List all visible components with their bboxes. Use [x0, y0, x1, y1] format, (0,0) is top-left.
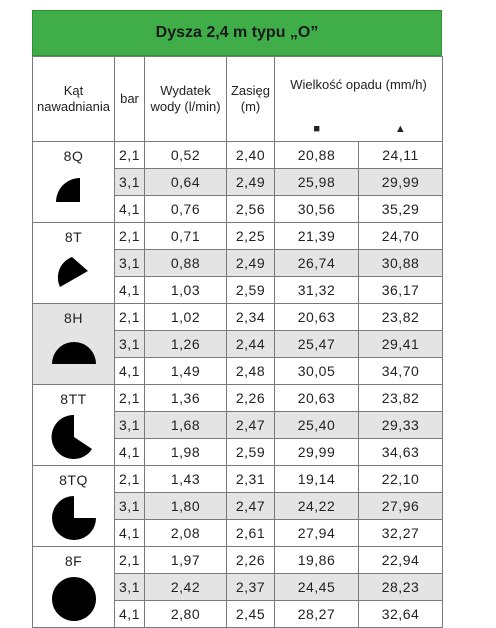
full-arc-icon — [48, 573, 100, 621]
precip-square-cell: 25,47 — [275, 330, 359, 357]
precip-triangle-cell: 22,94 — [359, 546, 443, 573]
flow-cell: 0,52 — [145, 141, 227, 168]
precip-triangle-cell: 34,63 — [359, 438, 443, 465]
precip-square-cell: 25,98 — [275, 168, 359, 195]
precip-square-cell: 21,39 — [275, 222, 359, 249]
range-cell: 2,44 — [227, 330, 275, 357]
range-cell: 2,49 — [227, 168, 275, 195]
angle-label: 8Q — [63, 147, 84, 164]
range-cell: 2,26 — [227, 384, 275, 411]
header-bar: bar — [115, 57, 145, 142]
bar-cell: 3,1 — [115, 168, 145, 195]
angle-label: 8TQ — [59, 471, 88, 488]
precip-square-cell: 24,45 — [275, 573, 359, 600]
flow-cell: 2,42 — [145, 573, 227, 600]
precip-square-cell: 29,99 — [275, 438, 359, 465]
precip-triangle-cell: 29,99 — [359, 168, 443, 195]
header-precip: Wielkość opadu (mm/h) — [275, 57, 443, 113]
bar-cell: 2,1 — [115, 141, 145, 168]
precip-triangle-cell: 32,64 — [359, 600, 443, 627]
header-row — [33, 57, 443, 113]
quarter-arc-icon — [48, 168, 100, 216]
flow-cell: 0,71 — [145, 222, 227, 249]
table-title: Dysza 2,4 m typu „O” — [32, 10, 442, 56]
table-row — [33, 303, 443, 330]
bar-cell: 3,1 — [115, 492, 145, 519]
square-icon: ■ — [313, 122, 321, 135]
precip-triangle-cell: 30,88 — [359, 249, 443, 276]
flow-cell: 1,36 — [145, 384, 227, 411]
range-cell: 2,61 — [227, 519, 275, 546]
bar-cell: 4,1 — [115, 195, 145, 222]
bar-cell: 4,1 — [115, 357, 145, 384]
flow-cell: 2,80 — [145, 600, 227, 627]
angle-cell — [33, 141, 115, 222]
precip-triangle-cell: 35,29 — [359, 195, 443, 222]
half-arc-icon — [48, 330, 100, 378]
range-cell: 2,49 — [227, 249, 275, 276]
precip-square-cell: 20,63 — [275, 384, 359, 411]
precip-triangle-cell: 24,70 — [359, 222, 443, 249]
bar-cell: 3,1 — [115, 573, 145, 600]
nozzle-table — [32, 56, 443, 628]
bar-cell: 2,1 — [115, 303, 145, 330]
bar-cell: 2,1 — [115, 546, 145, 573]
bar-cell: 4,1 — [115, 519, 145, 546]
range-cell: 2,56 — [227, 195, 275, 222]
header-angle: Kąt nawadniania — [33, 57, 115, 142]
three-quarters-arc-icon — [48, 492, 100, 540]
table-body — [33, 141, 443, 627]
precip-square-cell: 26,74 — [275, 249, 359, 276]
bar-cell: 4,1 — [115, 276, 145, 303]
flow-cell: 0,88 — [145, 249, 227, 276]
bar-cell: 3,1 — [115, 330, 145, 357]
range-cell: 2,37 — [227, 573, 275, 600]
flow-cell: 1,97 — [145, 546, 227, 573]
range-cell: 2,59 — [227, 276, 275, 303]
header-precip-square — [275, 113, 359, 142]
precip-triangle-cell: 34,70 — [359, 357, 443, 384]
angle-cell — [33, 384, 115, 465]
precip-square-cell: 25,40 — [275, 411, 359, 438]
precip-square-cell: 20,63 — [275, 303, 359, 330]
bar-cell: 3,1 — [115, 411, 145, 438]
flow-cell: 1,68 — [145, 411, 227, 438]
angle-cell — [33, 303, 115, 384]
precip-square-cell: 27,94 — [275, 519, 359, 546]
triangle-icon: ▲ — [394, 122, 406, 135]
range-cell: 2,26 — [227, 546, 275, 573]
bar-cell: 3,1 — [115, 249, 145, 276]
table-row — [33, 141, 443, 168]
precip-triangle-cell: 23,82 — [359, 303, 443, 330]
flow-cell: 1,49 — [145, 357, 227, 384]
flow-cell: 2,08 — [145, 519, 227, 546]
angle-cell — [33, 546, 115, 627]
angle-cell — [33, 465, 115, 546]
flow-cell: 1,02 — [145, 303, 227, 330]
precip-square-cell: 31,32 — [275, 276, 359, 303]
range-cell: 2,31 — [227, 465, 275, 492]
range-cell: 2,45 — [227, 600, 275, 627]
precip-triangle-cell: 29,41 — [359, 330, 443, 357]
precip-triangle-cell: 27,96 — [359, 492, 443, 519]
bar-cell: 2,1 — [115, 222, 145, 249]
precip-triangle-cell: 23,82 — [359, 384, 443, 411]
angle-cell — [33, 222, 115, 303]
flow-cell: 0,76 — [145, 195, 227, 222]
table-row — [33, 546, 443, 573]
angle-label: 8T — [64, 228, 83, 245]
precip-square-cell: 30,05 — [275, 357, 359, 384]
third-arc-icon — [48, 249, 100, 297]
precip-triangle-cell: 36,17 — [359, 276, 443, 303]
flow-cell: 0,64 — [145, 168, 227, 195]
table-row — [33, 465, 443, 492]
range-cell: 2,34 — [227, 303, 275, 330]
precip-square-cell: 19,14 — [275, 465, 359, 492]
two-thirds-arc-icon — [48, 411, 100, 459]
precip-triangle-cell: 32,27 — [359, 519, 443, 546]
bar-cell: 2,1 — [115, 384, 145, 411]
table-row — [33, 384, 443, 411]
precip-triangle-cell: 24,11 — [359, 141, 443, 168]
flow-cell: 1,98 — [145, 438, 227, 465]
flow-cell: 1,43 — [145, 465, 227, 492]
bar-cell: 2,1 — [115, 465, 145, 492]
header-range: Zasięg (m) — [227, 57, 275, 142]
header-flow: Wydatek wody (l/min) — [145, 57, 227, 142]
header-precip-triangle — [359, 113, 443, 142]
range-cell: 2,40 — [227, 141, 275, 168]
bar-cell: 4,1 — [115, 600, 145, 627]
precip-square-cell: 30,56 — [275, 195, 359, 222]
precip-square-cell: 20,88 — [275, 141, 359, 168]
precip-triangle-cell: 22,10 — [359, 465, 443, 492]
range-cell: 2,47 — [227, 492, 275, 519]
precip-square-cell: 24,22 — [275, 492, 359, 519]
angle-label: 8TT — [60, 390, 87, 407]
range-cell: 2,25 — [227, 222, 275, 249]
flow-cell: 1,80 — [145, 492, 227, 519]
precip-square-cell: 28,27 — [275, 600, 359, 627]
range-cell: 2,48 — [227, 357, 275, 384]
precip-triangle-cell: 28,23 — [359, 573, 443, 600]
bar-cell: 4,1 — [115, 438, 145, 465]
flow-cell: 1,03 — [145, 276, 227, 303]
flow-cell: 1,26 — [145, 330, 227, 357]
precip-triangle-cell: 29,33 — [359, 411, 443, 438]
precip-square-cell: 19,86 — [275, 546, 359, 573]
range-cell: 2,47 — [227, 411, 275, 438]
angle-label: 8H — [64, 309, 83, 326]
range-cell: 2,59 — [227, 438, 275, 465]
table-row — [33, 222, 443, 249]
angle-label: 8F — [64, 552, 83, 569]
